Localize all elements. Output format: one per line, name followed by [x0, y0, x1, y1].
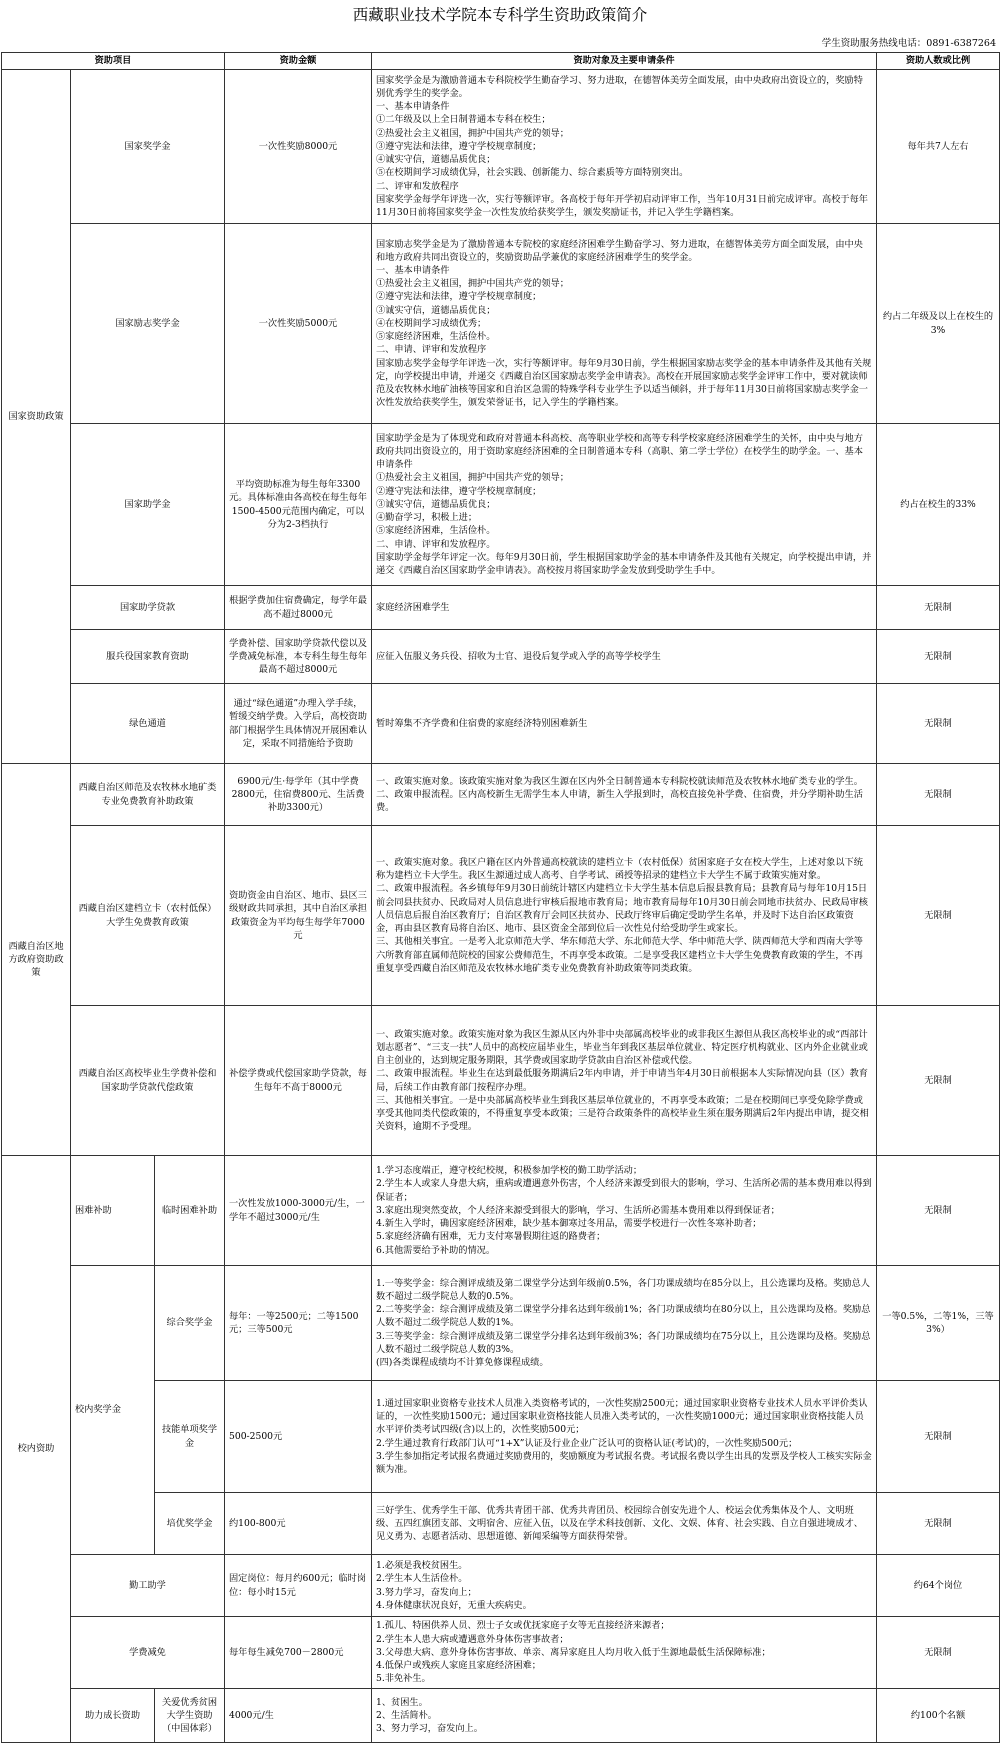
item-amount: 一次性奖励5000元: [225, 224, 372, 424]
item-amount: 资助资金由自治区、地市、县区三级财政共同承担，其中自治区承担政策资金为平均每生每学年7000元: [225, 826, 372, 1006]
item-conditions: 1.必须是我校贫困生。 2.学生本人生活俭朴。 3.努力学习，奋发向上； 4.身体健康状况良好，无重大疾病史。: [372, 1555, 877, 1617]
item-amount: 学费补偿、国家助学贷款代偿以及学费减免标准，本专科生每生每年最高不超过8000元: [225, 630, 372, 684]
item-name: 国家励志奖学金: [71, 224, 225, 424]
group-growth: 助力成长资助: [71, 1689, 155, 1743]
category-regional: 西藏自治区地方政府资助政策: [2, 764, 71, 1156]
item-amount: 通过“绿色通道”办理入学手续，暂缓交纳学费。入学后，高校资助部门根据学生具体情况开展困难认定，采取不同措施给予资助: [225, 684, 372, 764]
item-name: 培优奖学金: [155, 1493, 225, 1555]
table-row: [2, 586, 1000, 630]
item-name: 西藏自治区建档立卡（农村低保）大学生免费教育政策: [71, 826, 225, 1006]
item-name: 国家助学贷款: [71, 586, 225, 630]
item-conditions: 国家助学金是为了体现党和政府对普通本科高校、高等职业学校和高等专科学校家庭经济困难学生的关怀，由中央与地方政府共同出资设立的，用于资助家庭经济困难的全日制普通本专科（高职、第二学士学位）在校学生的助学金。一、基本申请条件 ①热爱社会主义祖国，拥护中国共产党的领导； ②遵守宪法和法律，遵守学校规章制度； ③诚实守信，道德品质优良； ④勤奋学习，积极上进； ⑤家庭经济困难，生活俭朴。 二、申请、评审和发放程序。 国家助学金每学年评定一次。每年9月30日前，学生根据国家助学金的基本申请条件及其他有关规定，向学校提出申请，并递交《西藏自治区国家助学金申请表》。高校按月将国家助学金发放到受助学生手中。: [372, 424, 877, 586]
item-name: 学费减免: [71, 1617, 225, 1689]
item-ratio: 约占在校生的33%: [877, 424, 1000, 586]
item-conditions: 一、政策实施对象。我区户籍在区内外普通高校就读的建档立卡（农村低保）贫困家庭子女在校大学生，上述对象以下统称为建档立卡大学生。我区生源通过成人高考、自学考试、函授等招录的建档立卡大学生不属于政策实施对象。 二、政策申报流程。各乡镇每年9月30日前统计辖区内建档立卡大学生基本信息后报县教育局；县教育局与每年10月15日前会同县扶贫办、民政局对人员信息进行审核后报地市教育局；地市教育局每年10月30日前会同地市扶贫办、民政局审核人员信息后报自治区教育厅；自治区教育厅会同区扶贫办、民政厅终审后确定受助学生名单，并及时下达自治区政策资金，再由县区教育局将自治区、地市、县区资金全部到位后一次性兑付给受助学生或家长。 三、其他相关事宜。一是考入北京师范大学、华东师范大学、东北师范大学、华中师范大学、陕西师范大学和西南大学等六所教育部直属师范院校的国家公费师范生，不再享受本政策。二是享受我区建档立卡大学生免费教育政策的学生，不再重复享受西藏自治区师范及农牧林水地矿类专业免费教育补助政策等同类政策。: [372, 826, 877, 1006]
table-row: [2, 424, 1000, 586]
item-name: 西藏自治区师范及农牧林水地矿类专业免费教育补助政策: [71, 764, 225, 826]
item-amount: 一次性发放1000-3000元/生，一学年不超过3000元/生: [225, 1156, 372, 1266]
item-amount: 每年每生减免700－2800元: [225, 1617, 372, 1689]
group-hardship: 困难补助: [71, 1156, 155, 1266]
item-amount: 固定岗位：每月约600元；临时岗位：每小时15元: [225, 1555, 372, 1617]
item-ratio: 无限制: [877, 684, 1000, 764]
item-ratio: 约占二年级及以上在校生的3%: [877, 224, 1000, 424]
header-amount: 资助金额: [225, 53, 372, 70]
table-row: [2, 630, 1000, 684]
item-amount: 每年：一等2500元；二等1500元；三等500元: [225, 1266, 372, 1381]
item-conditions: 1.一等奖学金：综合测评成绩及第二课堂学分达到年级前0.5%，各门功课成绩均在85分以上，且公选课均及格。奖励总人数不超过二级学院总人数的0.5%。 2.二等奖学金：综合测评成绩及第二课堂学分排名达到年级前1%；各门功课成绩均在80分以上，且公选课均及格。奖励总人数不超过二级学院总人数的1%。 3.三等奖学金：综合测评成绩及第二课堂学分排名达到年级前3%；各门功课成绩均在75分以上，且公选课均及格。奖励总人数不超过二级学院总人数的3%。 (四)各类课程成绩均不计算免修课程成绩。: [372, 1266, 877, 1381]
item-name: 技能单项奖学金: [155, 1381, 225, 1493]
item-conditions: 1.学习态度端正，遵守校纪校规，积极参加学校的勤工助学活动； 2.学生本人或家人身患大病，重病或遭遇意外伤害，个人经济来源受到很大的影响，学习、生活所必需的基本费用难以得到保证者； 3.家庭出现突然变故，个人经济来源受到很大的影响，学习、生活所必需基本费用难以得到保证者； 4.新生入学时，确因家庭经济困难，缺少基本御寒过冬用品，需要学校进行一次性冬寒补助者； 5.家庭经济确有困难，无力支付寒暑假期往返的路费者； 6.其他需要给予补助的情况。: [372, 1156, 877, 1266]
item-ratio: 无限制: [877, 1493, 1000, 1555]
category-school: 校内资助: [2, 1156, 71, 1743]
item-ratio: 无限制: [877, 1617, 1000, 1689]
table-row: [2, 826, 1000, 1006]
policy-table: [1, 52, 1000, 1743]
table-row: [2, 1689, 1000, 1743]
item-amount: 约100-800元: [225, 1493, 372, 1555]
item-name: 国家奖学金: [71, 70, 225, 224]
item-name: 西藏自治区高校毕业生学费补偿和国家助学贷款代偿政策: [71, 1006, 225, 1156]
item-amount: 平均资助标准为每生每年3300元。具体标准由各高校在每生每年1500-4500元范围内确定，可以分为2-3档执行: [225, 424, 372, 586]
item-conditions: 国家励志奖学金是为了激励普通本专院校的家庭经济困难学生勤奋学习、努力进取，在德智体美劳方面全面发展，由中央和地方政府共同出资设立的，奖励资助品学兼优的家庭经济困难学生的奖学金。 一、基本申请条件 ①热爱社会主义祖国，拥护中国共产党的领导； ②遵守宪法和法律，遵守学校规章制度； ③诚实守信，道德品质优良； ④在校期间学习成绩优秀； ⑤家庭经济困难，生活俭朴。 二、申请、评审和发放程序 国家励志奖学金每学年评选一次，实行等额评审。每年9月30日前，学生根据国家励志奖学金的基本申请条件及其他有关规定，向学校提出申请，并递交《西藏自治区国家励志奖学金申请表》。高校在开展国家励志奖学金评审工作中，要对就读师范及农牧林水地矿油核等国家和自治区急需的特殊学科专业学生予以适当倾斜，并于每年11月30日前将国家励志奖学金一次性发放给获奖学生，颁发荣誉证书，记入学生的学籍档案。: [372, 224, 877, 424]
hotline-text: 学生资助服务热线电话：0891-6387264: [821, 38, 996, 49]
item-ratio: 无限制: [877, 1156, 1000, 1266]
item-name: 服兵役国家教育资助: [71, 630, 225, 684]
table-row: [2, 684, 1000, 764]
item-amount: 根据学费加住宿费确定，每学年最高不超过8000元: [225, 586, 372, 630]
item-name: 国家助学金: [71, 424, 225, 586]
item-amount: 补偿学费或代偿国家助学贷款，每生每年不高于8000元: [225, 1006, 372, 1156]
item-conditions: 应征入伍服义务兵役、招收为士官、退役后复学或入学的高等学校学生: [372, 630, 877, 684]
item-name: 关爱优秀贫困大学生资助（中国体彩）: [155, 1689, 225, 1743]
table-row: [2, 1006, 1000, 1156]
item-ratio: 无限制: [877, 586, 1000, 630]
item-ratio: 无限制: [877, 1381, 1000, 1493]
header-project: 资助项目: [2, 53, 225, 70]
item-conditions: 三好学生、优秀学生干部、优秀共青团干部、优秀共青团员、校园综合创安先进个人、校运会优秀集体及个人、文明班级、五四红旗团支部、文明宿舍、应征入伍，以及在学术科技创新、文化、文娱、体育、社会实践、自立自强进境成才、见义勇为、志愿者活动、思想道德、新闻采编等方面获得荣誉。: [372, 1493, 877, 1555]
item-ratio: 每年共7人左右: [877, 70, 1000, 224]
table-row: [2, 224, 1000, 424]
item-conditions: 一、政策实施对象。该政策实施对象为我区生源在区内外全日制普通本专科院校就读师范及农牧林水地矿类专业的学生。 二、政策申报流程。区内高校新生无需学生本人申请，新生入学报到时，高校直接免补学费、住宿费，并分学期补助生活费。: [372, 764, 877, 826]
item-amount: 6900元/生·每学年（其中学费2800元，住宿费800元、生活费补助3300元）: [225, 764, 372, 826]
item-name: 绿色通道: [71, 684, 225, 764]
table-row: [2, 764, 1000, 826]
item-ratio: 无限制: [877, 630, 1000, 684]
header-conditions: 资助对象及主要申请条件: [372, 53, 877, 70]
item-conditions: 1、贫困生。 2、生活简朴。 3、努力学习，奋发向上。: [372, 1689, 877, 1743]
table-row: [2, 1617, 1000, 1689]
page-title: 西藏职业技术学院本专科学生资助政策简介: [352, 6, 648, 24]
item-conditions: 1.通过国家职业资格专业技术人员准入类资格考试的，一次性奖励2500元；通过国家职业资格专业技术人员水平评价类认证的，一次性奖励1500元；通过国家职业资格技能人员准入类考试的，一次性奖励1000元；通过国家职业资格技能人员水平评价类考试四级(含)以上的，次性奖励500元； 2.学生通过教育行政部门认可“1+X”认证及行业企业广泛认可的资格认证(考试)的，一次性奖励500元； 3.学生参加指定考试报名费通过奖励费用的，奖励额度为考试报名费。考试报名费以学生出具的发票及学校人工核实实际金额为准。: [372, 1381, 877, 1493]
item-name: 综合奖学金: [155, 1266, 225, 1381]
item-name: 临时困难补助: [155, 1156, 225, 1266]
item-name: 勤工助学: [71, 1555, 225, 1617]
table-row: [2, 70, 1000, 224]
item-ratio: 无限制: [877, 764, 1000, 826]
item-conditions: 一、政策实施对象。政策实施对象为我区生源从区内外非中央部属高校毕业的或非我区生源但从我区高校毕业的或“西部计划志愿者”、“三支一扶”人员中的高校应届毕业生，毕业当年到我区基层单位就业、特定医疗机构就业、区内外企业就业或自主创业的，达到规定服务期限，其学费或国家助学贷款由自治区补偿或代偿。 二、政策申报流程。毕业生在达到最低服务期满后2年内申请，并于申请当年4月30日前根据本人实际情况向县（区）教育局，后续工作由教育部门按程序办理。 三、其他相关事宜。一是中央部属高校毕业生到我区基层单位就业的，不再享受本政策；二是在校期间已享受免除学费或享受其他同类代偿政策的，不得重复享受本政策；三是符合政策条件的高校毕业生须在服务期满后2年内提出申请，提交相关资料，逾期不予受理。: [372, 1006, 877, 1156]
item-conditions: 家庭经济困难学生: [372, 586, 877, 630]
table-row: [2, 1555, 1000, 1617]
table-header-row: [2, 53, 1000, 70]
item-ratio: 无限制: [877, 1006, 1000, 1156]
table-row: [2, 1266, 1000, 1381]
item-ratio: 无限制: [877, 826, 1000, 1006]
category-national: 国家资助政策: [2, 70, 71, 764]
item-amount: 4000元/生: [225, 1689, 372, 1743]
group-scholarship: 校内奖学金: [71, 1266, 155, 1555]
item-ratio: 约100个名额: [877, 1689, 1000, 1743]
header-ratio: 资助人数或比例: [877, 53, 1000, 70]
item-amount: 一次性奖励8000元: [225, 70, 372, 224]
table-row: [2, 1156, 1000, 1266]
item-conditions: 暂时筹集不齐学费和住宿费的家庭经济特别困难新生: [372, 684, 877, 764]
item-ratio: 一等0.5%，二等1%，三等3%）: [877, 1266, 1000, 1381]
item-ratio: 约64个岗位: [877, 1555, 1000, 1617]
item-amount: 500-2500元: [225, 1381, 372, 1493]
item-conditions: 国家奖学金是为激励普通本专科院校学生勤奋学习、努力进取，在德智体美劳全面发展，由中央政府出资设立的，奖励特别优秀学生的奖学金。 一、基本申请条件 ①二年级及以上全日制普通本专科在校生； ②热爱社会主义祖国，拥护中国共产党的领导； ③遵守宪法和法律，遵守学校规章制度； ④诚实守信，道德品质优良； ⑤在校期间学习成绩优异，社会实践、创新能力、综合素质等方面特别突出。 二、评审和发放程序 国家奖学金每学年评选一次，实行等额评审。各高校于每年开学初启动评审工作，当年10月31日前完成评审。高校于每年11月30日前将国家奖学金一次性发放给获奖学生，颁发奖励证书，并记入学生学籍档案。: [372, 70, 877, 224]
item-conditions: 1.孤儿、特困供养人员、烈士子女或优抚家庭子女等无直接经济来源者； 2.学生本人患大病或遭遇意外身体伤害事故者； 3.父母患大病、意外身体伤害事故、单亲、离异家庭且人均月收入低于生源地最低生活保障标准； 4.低保户或残疾人家庭且家庭经济困难； 5.非免补生。: [372, 1617, 877, 1689]
